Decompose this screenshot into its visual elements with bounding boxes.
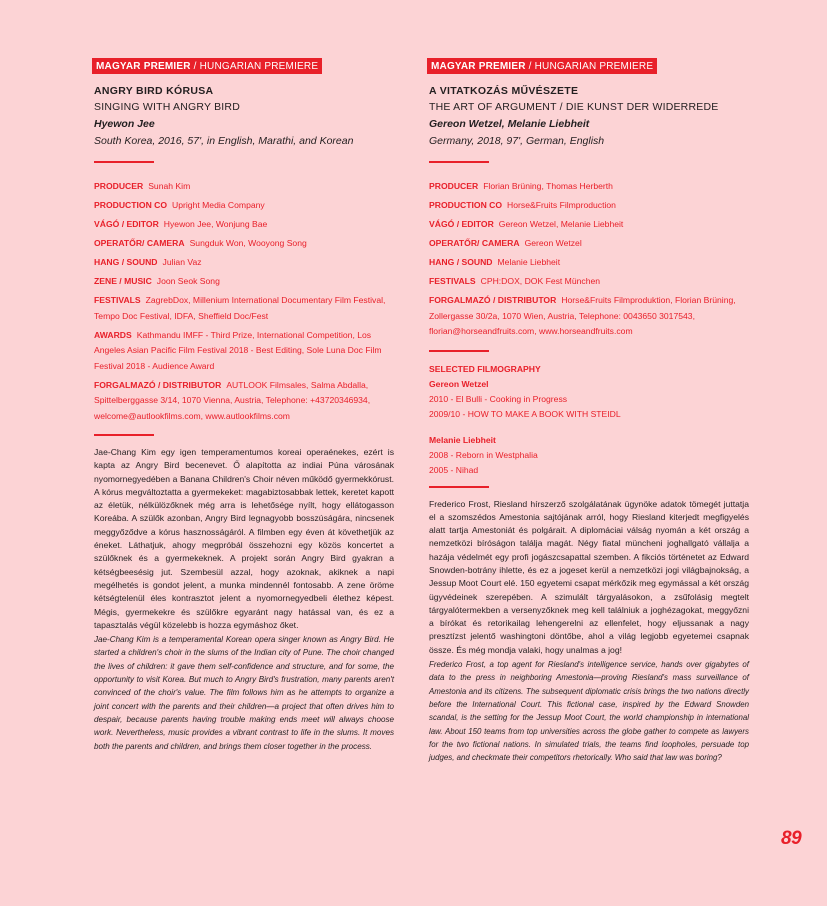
credit-row: FORGALMAZÓ / DISTRIBUTOR AUTLOOK Filmsales, Salma Abdalla, Spittelberggasse 3/14, 1070 Vienna, Austria, Telephone: +43720346934, welcome@autlookfilms.com, www.autlookfilms.com	[94, 379, 371, 421]
filmography-director: Gereon Wetzel	[429, 378, 489, 389]
premiere-badge: MAGYAR PREMIER / HUNGARIAN PREMIERE	[92, 58, 322, 74]
credit-row: ZENE / MUSIC Joon Seok Song	[94, 276, 220, 286]
filmography-item: 2005 - Nihad	[429, 464, 479, 475]
credit-row: HANG / SOUND Melanie Liebheit	[429, 257, 561, 267]
credit-row: HANG / SOUND Julian Vaz	[94, 257, 202, 267]
credits-list	[429, 179, 749, 340]
filmography-director: Melanie Liebheit	[429, 434, 496, 445]
credit-row: OPERATŐR/ CAMERA Sungduk Won, Wooyong Song	[94, 238, 307, 248]
film-title-english: THE ART OF ARGUMENT / DIE KUNST DER WIDERREDE	[429, 101, 719, 113]
filmography-item: 2008 - Reborn in Westphalia	[429, 449, 538, 460]
divider-rule	[94, 161, 154, 163]
page-number: 89	[781, 828, 802, 849]
film-entry-left	[94, 56, 394, 753]
filmography-item: 2009/10 - HOW TO MAKE A BOOK WITH STEIDL	[429, 408, 621, 419]
credit-row: PRODUCER Florian Brüning, Thomas Herberth	[429, 181, 613, 191]
credit-row: AWARDS Kathmandu IMFF - Third Prize, International Competition, Los Angeles Asian Pacific Film Festival 2018 - Best Editing, Sole Luna Doc Film Festival 2018 - Audience Award	[94, 329, 382, 371]
premiere-badge: MAGYAR PREMIER / HUNGARIAN PREMIERE	[427, 58, 657, 74]
divider-rule	[94, 434, 154, 436]
credit-row: FESTIVALS CPH:DOX, DOK Fest München	[429, 276, 601, 286]
divider-rule	[429, 486, 489, 488]
filmography-heading: SELECTED FILMOGRAPHY	[429, 363, 541, 374]
credits-list	[94, 179, 394, 424]
divider-rule	[429, 161, 489, 163]
director-name: Gereon Wetzel, Melanie Liebheit	[429, 118, 590, 130]
credit-row: VÁGÓ / EDITOR Hyewon Jee, Wonjung Bae	[94, 219, 268, 229]
synopsis-hungarian: Frederico Frost, Riesland hírszerző szolgálatának ügynöke adatok tömegét juttatja el a szomszédos Amestonia sajtójának arról, hogy Riesland kiterjedt megfigyelés alatt tartja Amestoniát és polgárait. A diplomáciai válság nyomán a két ország a nemzetközi bíróságon találja magát. Négy fiatal müncheni joghallgató vállalja a hazája védelmét egy profi jogászcsapattal szemben. A fikciós történetet az Edward Snowden-botrány ihlette, és ez a jogeset kerül a nemzetközi jogi világbajnokság, a Jessup Moot Court elé. 150 egyetemi csapat mérkőzik meg egymással a két ország ügyvédeinek szerepében. A szimulált tárgyalásokon, a zsűfolásig megtelt tárgyalótermekben a versenyzőknek meg kell találniuk a joghézagokat, meggyőzni a bírókat és retorikailag lehengerelni az ellenfelet, hogy eljussanak a nagy presztízst jelentő washingtoni döntőbe, ahol a világ legjobb egyetemei csapnak össze. És még mondja valaki, hogy unalmas a jog!	[429, 498, 749, 655]
synopsis-english: Jae-Chang Kim is a temperamental Korean opera singer known as Angry Bird. He started a children's choir in the slums of the Indian city of Pune. The choir changed the lives of children: it gave them self-confidence and structure, and for some, the opportunity to visit Korea. But much to Angry Bird's frustration, many parents aren't convinced of the choir's value. The film follows him as he attempts to organize a joint concert with the parents and their children—a project that often drives him to despair, because parents having trouble making ends meet will always choose work. Nevertheless, music provides a vibrant contrast to life in the slums. It moves both the parents and children, and brings them closer together in the process.	[94, 635, 394, 751]
synopsis-english: Frederico Frost, a top agent for Riesland's intelligence service, hands over gigabytes of data to the press in neighboring Amestonia—proving Riesland's mass surveillance of Amestonia and its citizens. The subsequent diplomatic crisis brings the two nations directly before the International Court. This fictional case, inspired by the Edward Snowden scandal, is the setting for the Jessup Moot Court, the world championship in international law. About 150 teams from top universities across the globe gather to compete as lawyers for the two fictional nations. In simulated trials, the teams find loopholes, persuade top judges, and checkmate their competitors rhetorically. Who said that law was boring?	[429, 660, 749, 763]
film-meta: Germany, 2018, 97', German, English	[429, 135, 605, 147]
credit-row: FESTIVALS ZagrebDox, Millenium International Documentary Film Festival, Tempo Doc Festival, IDFA, Sheffield Doc/Fest	[94, 295, 386, 321]
synopsis-hungarian: Jae-Chang Kim egy igen temperamentumos koreai operaénekes, ezért is kapta az Angry Bird becenevet. Ő alapította az indiai Púna városának nyomornegyedében a Banana Children's Choir néven működő gyermekkórust. A kórus megváltoztatta a gyermekeket: magabiztosabbak lettek, keretet kapott az életük, nélkülözőknek még arra is lehetősége nyílt, hogy ellátogasson Koreába. A szülők azonban, Angry Bird legnagyobb bosszúságára, nincsenek meggyőződve a kórus hasznosságáról. A filmben egy éven át követhetjük az éneket. Láthatjuk, ahogy megpróbál összehozni egy közös koncertet a szülőknek és a gyermekeknek. A projekt során Angry Bird gyakran a kétségbeesésig jut. Szembesül azzal, hogy azoknak, akiknek a napi megélhetés is gondot jelent, a munka mindennél fontosabb. A zene öröme kétségtelenül éles kontrasztot jelent a nyomornegyedbeli élethez képest. Mégis, gyermekekre és szülőkre egyaránt nagy hatással van, és ez a tapasztalás végül közelebb is hozza egymáshoz őket.	[94, 447, 394, 630]
credit-row: FORGALMAZÓ / DISTRIBUTOR Horse&Fruits Filmproduktion, Florian Brüning, Zollergasse 30/2a, 1070 Wien, Austria, Telephone: 0043650 3017543, florian@horseandfruits.com, www.horseandfruits.com	[429, 295, 736, 336]
credit-row: PRODUCTION CO Horse&Fruits Filmproduction	[429, 200, 616, 210]
film-title-hungarian: ANGRY BIRD KÓRUSA	[94, 85, 214, 97]
credit-row: PRODUCER Sunah Kim	[94, 181, 191, 191]
credit-row: OPERATŐR/ CAMERA Gereon Wetzel	[429, 238, 582, 248]
filmography	[429, 362, 749, 478]
film-title-english: SINGING WITH ANGRY BIRD	[94, 101, 240, 113]
director-name: Hyewon Jee	[94, 118, 155, 130]
divider-rule	[429, 350, 489, 352]
credit-row: VÁGÓ / EDITOR Gereon Wetzel, Melanie Liebheit	[429, 219, 624, 229]
film-title-hungarian: A VITATKOZÁS MŰVÉSZETE	[429, 85, 579, 97]
credit-row: PRODUCTION CO Upright Media Company	[94, 200, 265, 210]
filmography-item: 2010 - El Bulli - Cooking in Progress	[429, 393, 568, 404]
film-meta: South Korea, 2016, 57', in English, Marathi, and Korean	[94, 135, 354, 147]
film-entry-right	[429, 56, 749, 764]
